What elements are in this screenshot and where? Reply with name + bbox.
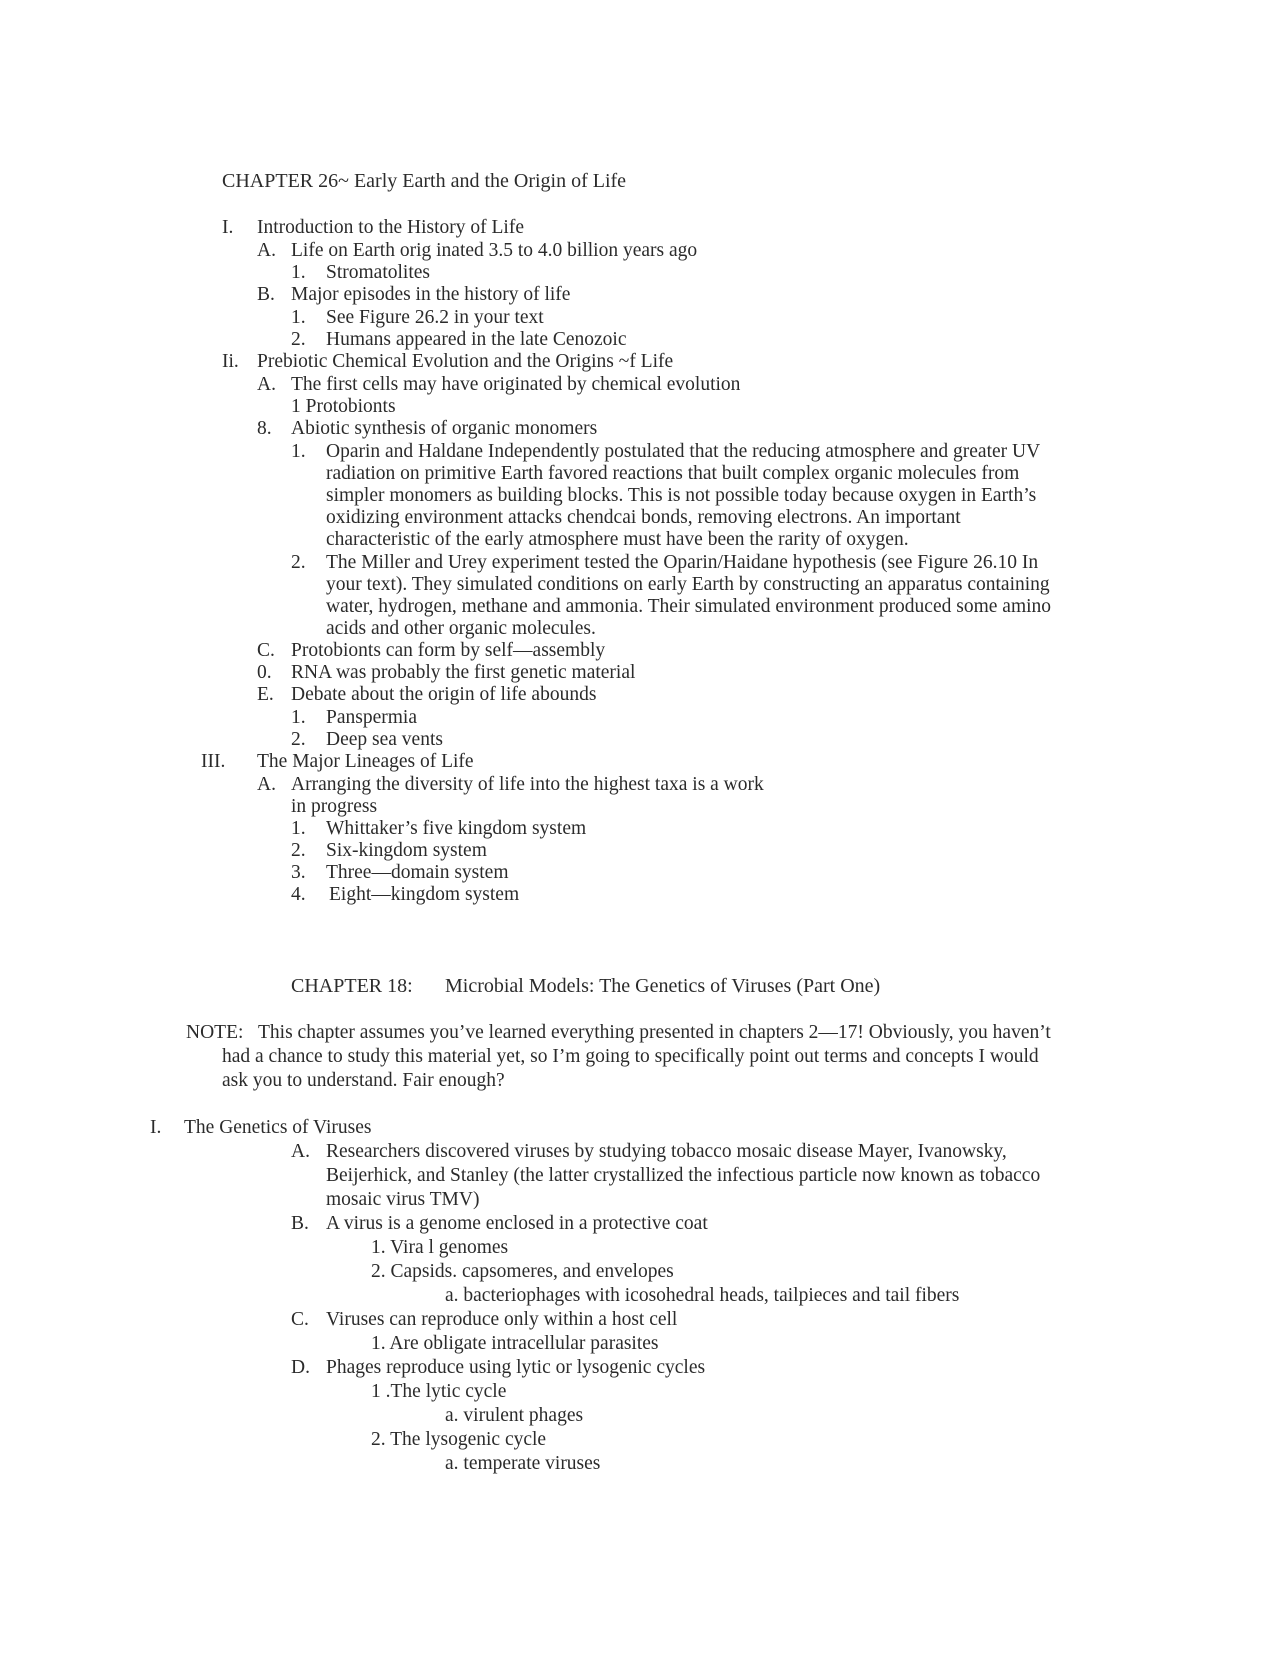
outline-marker: 3.	[291, 862, 306, 883]
section-numeral: I.	[222, 217, 234, 238]
note-line: This chapter assumes you’ve learned everything presented in chapters 2—17! Obviously, you haven’t	[258, 1022, 1051, 1043]
paragraph-line: simpler monomers as building blocks. This is not possible today because oxygen in Earth’s	[326, 485, 1037, 506]
paragraph-line: Researchers discovered viruses by studying tobacco mosaic disease Mayer, Ivanowsky,	[326, 1141, 1007, 1162]
outline-item: 2. The lysogenic cycle	[371, 1429, 547, 1450]
outline-item: 1. Are obligate intracellular parasites	[371, 1333, 659, 1354]
outline-item: a. bacteriophages with icosohedral heads, tailpieces and tail fibers	[445, 1285, 960, 1306]
outline-item: Humans appeared in the late Cenozoic	[326, 329, 627, 350]
outline-marker: C.	[257, 640, 275, 661]
outline-item: Protobionts can form by self—assembly	[291, 640, 606, 661]
outline-item: Abiotic synthesis of organic monomers	[291, 418, 598, 439]
outline-item: Stromatolites	[326, 262, 430, 283]
outline-marker: 1.	[291, 262, 306, 283]
outline-item: Debate about the origin of life abounds	[291, 684, 597, 705]
outline-marker: 1.	[291, 707, 306, 728]
outline-item: Whittaker’s five kingdom system	[326, 818, 587, 839]
outline-marker: 2.	[291, 329, 306, 350]
note-label: NOTE:	[186, 1022, 244, 1043]
section-numeral: Ii.	[222, 351, 239, 372]
outline-marker: 4.	[291, 884, 306, 905]
section-heading: Introduction to the History of Life	[257, 217, 524, 238]
paragraph-line: characteristic of the early atmosphere must have been the rarity of oxygen.	[326, 529, 909, 550]
outline-item: A virus is a genome enclosed in a protective coat	[326, 1213, 708, 1234]
outline-item: 1. Vira l genomes	[371, 1237, 509, 1258]
outline-marker: 1.	[291, 307, 306, 328]
outline-item: Eight—kingdom system	[329, 884, 520, 905]
outline-marker: D.	[291, 1357, 310, 1378]
outline-marker: A.	[257, 240, 276, 261]
outline-item: The first cells may have originated by chemical evolution	[291, 374, 741, 395]
outline-item: Three—domain system	[326, 862, 509, 883]
paragraph-line: radiation on primitive Earth favored reactions that built complex organic molecules from	[326, 463, 1020, 484]
outline-item: Arranging the diversity of life into the highest taxa is a work	[291, 774, 764, 795]
chapter-18-number: CHAPTER 18:	[291, 975, 413, 997]
outline-item: 2. Capsids. capsomeres, and envelopes	[371, 1261, 674, 1282]
outline-marker: E.	[257, 684, 274, 705]
outline-item: See Figure 26.2 in your text	[326, 307, 544, 328]
outline-marker: A.	[257, 374, 276, 395]
outline-item: Viruses can reproduce only within a host cell	[326, 1309, 678, 1330]
outline-item: Six-kingdom system	[326, 840, 487, 861]
outline-marker: 2.	[291, 840, 306, 861]
outline-item: Life on Earth orig inated 3.5 to 4.0 billion years ago	[291, 240, 698, 261]
outline-item: Panspermia	[326, 707, 417, 728]
outline-item: a. temperate viruses	[445, 1453, 601, 1474]
paragraph-line: water, hydrogen, methane and ammonia. Their simulated environment produced some amino	[326, 596, 1052, 617]
outline-marker: 2.	[291, 552, 306, 573]
outline-item: Deep sea vents	[326, 729, 443, 750]
outline-item: Major episodes in the history of life	[291, 284, 571, 305]
section-numeral: III.	[201, 751, 226, 772]
section-heading: Prebiotic Chemical Evolution and the Origins ~f Life	[257, 351, 674, 372]
outline-item: 1 .The lytic cycle	[371, 1381, 507, 1402]
paragraph-line: The Miller and Urey experiment tested the Oparin/Haidane hypothesis (see Figure 26.10 In	[326, 552, 1039, 573]
section-heading: The Genetics of Viruses	[184, 1117, 372, 1138]
section-numeral: I.	[150, 1117, 162, 1138]
paragraph-line: mosaic virus TMV)	[326, 1189, 480, 1210]
outline-marker: A.	[291, 1141, 310, 1162]
note-line: had a chance to study this material yet, so I’m going to specifically point out terms and concepts I would	[222, 1046, 1039, 1067]
chapter-26-title: CHAPTER 26~ Early Earth and the Origin of Life	[222, 170, 627, 192]
outline-marker: C.	[291, 1309, 309, 1330]
paragraph-line: oxidizing environment attacks chendcai bonds, removing electrons. An important	[326, 507, 961, 528]
paragraph-line: your text). They simulated conditions on early Earth by constructing an apparatus containing	[326, 574, 1050, 595]
paragraph-line: Oparin and Haldane Independently postulated that the reducing atmosphere and greater UV	[326, 441, 1041, 462]
outline-marker: A.	[257, 774, 276, 795]
paragraph-line: acids and other organic molecules.	[326, 618, 596, 639]
outline-item: Phages reproduce using lytic or lysogenic cycles	[326, 1357, 706, 1378]
outline-item: RNA was probably the first genetic material	[291, 662, 636, 683]
outline-marker: 8.	[257, 418, 272, 439]
outline-item: in progress	[291, 796, 378, 817]
outline-item: a. virulent phages	[445, 1405, 584, 1426]
chapter-18-title: Microbial Models: The Genetics of Viruses (Part One)	[445, 975, 881, 997]
outline-marker: 0.	[257, 662, 272, 683]
section-heading: The Major Lineages of Life	[257, 751, 474, 772]
outline-marker: 1.	[291, 818, 306, 839]
outline-item: 1 Protobionts	[291, 396, 396, 417]
outline-marker: 2.	[291, 729, 306, 750]
outline-marker: 1.	[291, 441, 306, 462]
note-line: ask you to understand. Fair enough?	[222, 1070, 505, 1091]
outline-marker: B.	[257, 284, 275, 305]
outline-marker: B.	[291, 1213, 309, 1234]
paragraph-line: Beijerhick, and Stanley (the latter crystallized the infectious particle now known as tobacco	[326, 1165, 1041, 1186]
